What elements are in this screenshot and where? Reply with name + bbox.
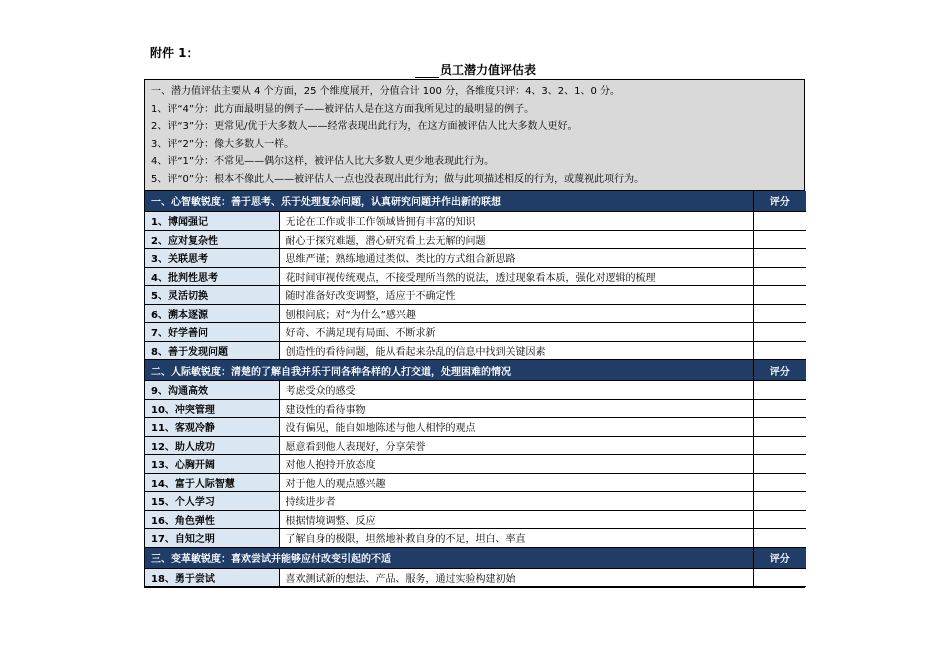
score-cell[interactable]	[753, 267, 806, 286]
dimension-description: 根据情境调整、反应	[279, 510, 753, 529]
section-header-row	[145, 191, 806, 212]
dimension-name: 4、批判性思考	[145, 267, 279, 286]
table-row	[145, 568, 806, 587]
score-cell[interactable]	[753, 323, 806, 342]
score-cell[interactable]	[753, 341, 806, 360]
dimension-name: 16、角色弹性	[145, 510, 279, 529]
table-row	[145, 436, 806, 455]
score-cell[interactable]	[753, 381, 806, 400]
dimension-description: 花时间审视传统观点，不接受理所当然的说法，透过现象看本质，强化对逻辑的梳理	[279, 267, 753, 286]
section-header: 三、变革敏锐度：喜欢尝试并能够应付改变引起的不适	[145, 547, 753, 568]
dimension-description: 愿意看到他人表现好，分享荣誉	[279, 436, 753, 455]
dimension-name: 1、博闻强记	[145, 212, 279, 231]
score-cell[interactable]	[753, 510, 806, 529]
dimension-description: 无论在工作或非工作领域皆拥有丰富的知识	[279, 212, 753, 231]
score-column-header: 评分	[753, 547, 806, 568]
table-row	[145, 418, 806, 437]
dimension-name: 5、灵活切换	[145, 286, 279, 305]
score-cell[interactable]	[753, 418, 806, 437]
dimension-name: 8、善于发现问题	[145, 341, 279, 360]
dimension-name: 2、应对复杂性	[145, 230, 279, 249]
dimension-description: 随时准备好改变调整，适应于不确定性	[279, 286, 753, 305]
dimension-description: 刨根问底；对“为什么”感兴趣	[279, 304, 753, 323]
table-row	[145, 286, 806, 305]
assessment-table	[145, 191, 806, 588]
table-row	[145, 473, 806, 492]
section-header: 一、心智敏锐度：善于思考、乐于处理复杂问题，认真研究问题并作出新的联想	[145, 191, 753, 212]
dimension-name: 3、关联思考	[145, 249, 279, 268]
dimension-description: 思维严谨；熟练地通过类似、类比的方式组合新思路	[279, 249, 753, 268]
table-row	[145, 212, 806, 231]
table-row	[145, 492, 806, 511]
score-column-header: 评分	[753, 191, 806, 212]
score-cell[interactable]	[753, 249, 806, 268]
section-header-row	[145, 547, 806, 568]
score-cell[interactable]	[753, 212, 806, 231]
dimension-description: 考虑受众的感受	[279, 381, 753, 400]
dimension-name: 7、好学善问	[145, 323, 279, 342]
section-header-row	[145, 360, 806, 381]
score-cell[interactable]	[753, 230, 806, 249]
score-cell[interactable]	[753, 529, 806, 548]
dimension-description: 没有偏见，能自如地陈述与他人相悖的观点	[279, 418, 753, 437]
table-row	[145, 304, 806, 323]
dimension-description: 对他人抱持开放态度	[279, 455, 753, 474]
form-title-text: 员工潜力值评估表	[440, 63, 537, 77]
score-cell[interactable]	[753, 399, 806, 418]
instruction-line: 一、潜力值评估主要从 4 个方面，25 个维度展开，分值合计 100 分，各维度只评：4、3、2、1、0 分。	[151, 86, 621, 97]
section-header: 二、人际敏锐度：清楚的了解自我并乐于同各种各样的人打交道，处理困难的情况	[145, 360, 753, 381]
dimension-description: 创造性的看待问题，能从看起来杂乱的信息中找到关键因素	[279, 341, 753, 360]
dimension-name: 10、冲突管理	[145, 399, 279, 418]
attachment-label: 附件 1：	[150, 46, 199, 60]
instruction-line: 5、评“0”分：根本不像此人——被评估人一点也没表现出此行为；做与此项描述相反的行为，或蔑视此项行为。	[151, 173, 645, 185]
table-row	[145, 323, 806, 342]
dimension-description: 持续进步者	[279, 492, 753, 511]
instruction-line: 3、评“2”分：像大多数人一样。	[151, 138, 295, 150]
table-row	[145, 249, 806, 268]
assessment-sheet	[144, 79, 805, 588]
dimension-name: 15、个人学习	[145, 492, 279, 511]
dimension-description: 耐心于探究难题，潜心研究看上去无解的问题	[279, 230, 753, 249]
dimension-name: 6、溯本逐源	[145, 304, 279, 323]
table-row	[145, 267, 806, 286]
dimension-name: 9、沟通高效	[145, 381, 279, 400]
dimension-name: 14、富于人际智慧	[145, 473, 279, 492]
score-cell[interactable]	[753, 492, 806, 511]
score-cell[interactable]	[753, 568, 806, 587]
dimension-name: 18、勇于尝试	[145, 568, 279, 587]
score-cell[interactable]	[753, 304, 806, 323]
table-row	[145, 399, 806, 418]
table-row	[145, 230, 806, 249]
dimension-description: 喜欢测试新的想法、产品、服务，通过实验构建初始	[279, 568, 753, 587]
form-title	[415, 61, 536, 78]
dimension-name: 11、客观冷静	[145, 418, 279, 437]
table-row	[145, 341, 806, 360]
title-blank-line	[415, 66, 439, 78]
dimension-description: 了解自身的极限，坦然地补救自身的不足，坦白、率直	[279, 529, 753, 548]
score-cell[interactable]	[753, 455, 806, 474]
instruction-line: 4、评“1”分：不常见——偶尔这样，被评估人比大多数人更少地表现此行为。	[151, 156, 495, 168]
table-row	[145, 510, 806, 529]
instruction-line: 1、评“4”分：此方面最明显的例子——被评估人是在这方面我所见过的最明显的例子。	[151, 103, 535, 115]
instructions-block	[145, 80, 804, 191]
instruction-line: 2、评“3”分：更常见/优于大多数人——经常表现出此行为，在这方面被评估人比大多数人更好。	[151, 121, 578, 133]
dimension-name: 17、自知之明	[145, 529, 279, 548]
table-row	[145, 381, 806, 400]
dimension-name: 12、助人成功	[145, 436, 279, 455]
table-row	[145, 529, 806, 548]
dimension-description: 好奇、不满足现有局面、不断求新	[279, 323, 753, 342]
score-cell[interactable]	[753, 473, 806, 492]
dimension-name: 13、心胸开阔	[145, 455, 279, 474]
dimension-description: 建设性的看待事物	[279, 399, 753, 418]
table-row	[145, 455, 806, 474]
score-cell[interactable]	[753, 436, 806, 455]
score-column-header: 评分	[753, 360, 806, 381]
dimension-description: 对于他人的观点感兴趣	[279, 473, 753, 492]
score-cell[interactable]	[753, 286, 806, 305]
